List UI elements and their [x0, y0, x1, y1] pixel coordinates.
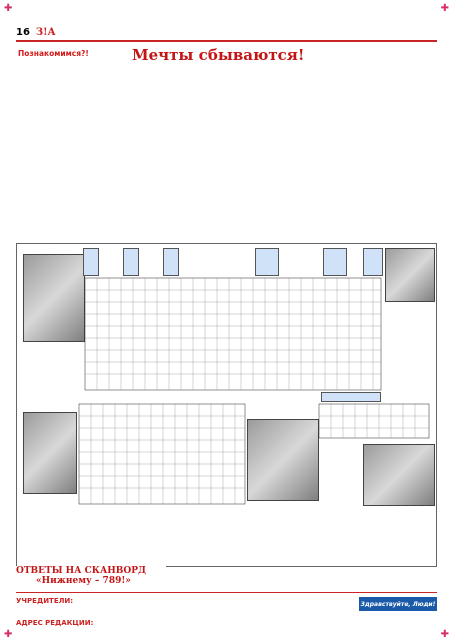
crossword: [16, 243, 437, 567]
header-rule: [16, 40, 437, 42]
answers-banner: [16, 566, 166, 589]
section-tag: Познакомимся?!: [18, 49, 89, 58]
crossword-block: [79, 404, 245, 504]
founders-heading: УЧРЕДИТЕЛИ:: [16, 597, 74, 605]
answers-text: [170, 566, 435, 590]
newspaper-logo: З!А: [35, 26, 56, 38]
address-block: [16, 619, 166, 627]
address-heading: АДРЕС РЕДАКЦИИ:: [16, 619, 94, 627]
article-col-3: [225, 130, 331, 240]
crossword-block: [85, 278, 381, 390]
registration-mark-icon: ✚: [4, 3, 13, 14]
publisher-logo: Здравствуйте, Люди!: [359, 597, 437, 611]
answers-title: ОТВЕТЫ НА СКАНВОРД: [16, 566, 147, 576]
page-header: [16, 25, 436, 39]
registration-mark-icon: ✚: [440, 3, 449, 14]
registration-mark-icon: ✚: [4, 629, 13, 640]
founders-block: [16, 597, 166, 605]
page-number: 16: [16, 26, 30, 38]
answers-subtitle: «Нижнему – 789!»: [36, 576, 131, 586]
crossword-block: [319, 404, 429, 438]
crossword-grid: [17, 244, 436, 566]
registration-mark-icon: ✚: [440, 629, 449, 640]
imprint-footer: [16, 592, 437, 633]
article-col-1: [20, 130, 118, 240]
article-col-2: [124, 130, 220, 240]
article-col-4: [337, 130, 435, 240]
intro-text: [20, 64, 432, 130]
page-headline: Мечты сбываются!: [132, 46, 305, 64]
